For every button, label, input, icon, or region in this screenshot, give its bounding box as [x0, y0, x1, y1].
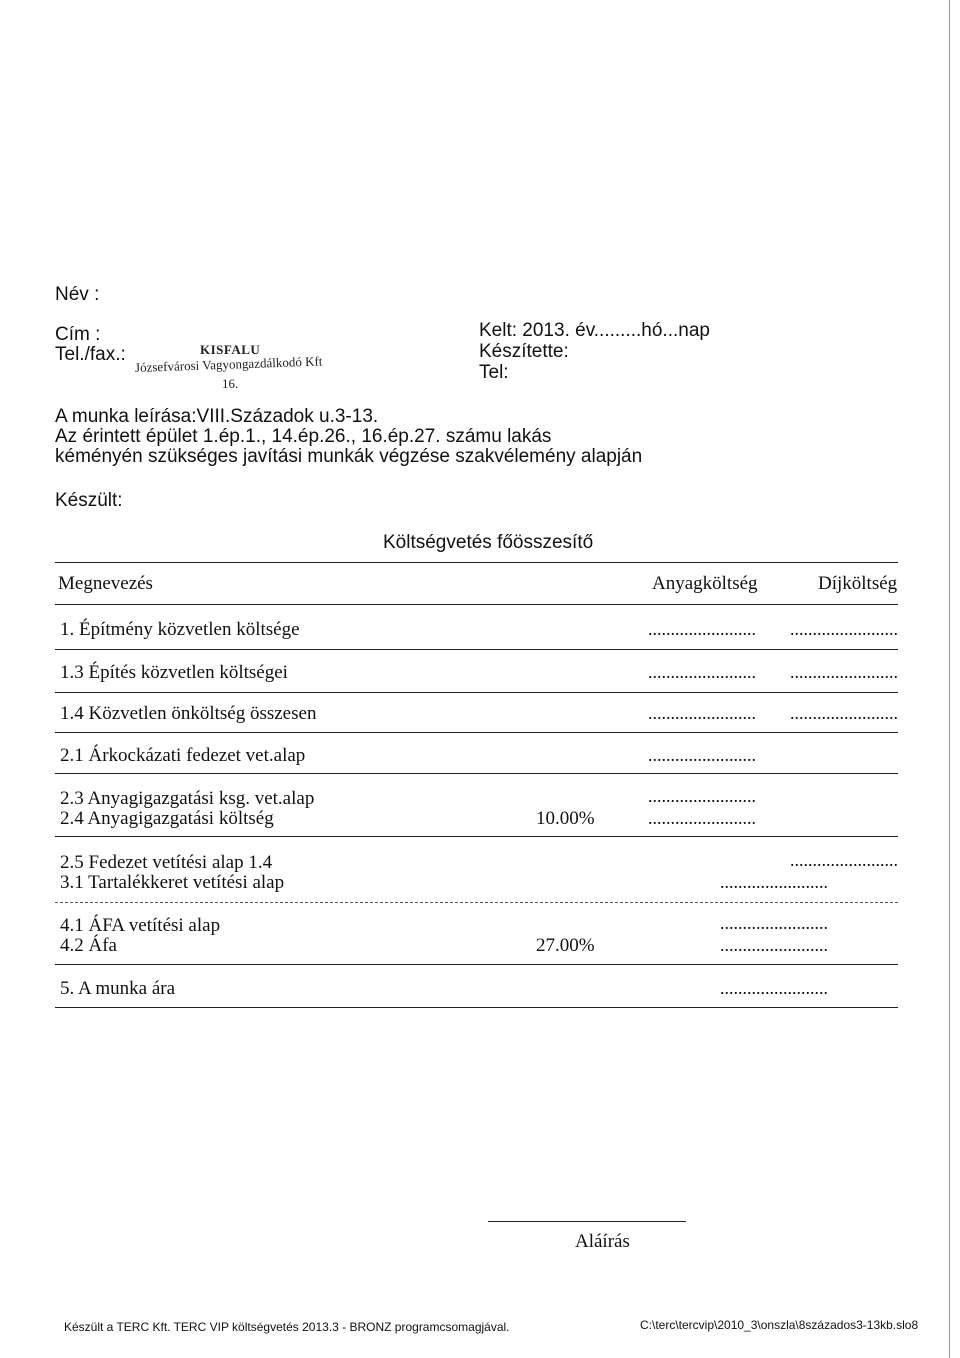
row-label-8: 3.1 Tartalékkeret vetítési alap [60, 872, 285, 893]
row-material-dots-2: ........................ [648, 662, 756, 682]
kelt-date: Kelt: 2013. év.........hó...nap [479, 320, 710, 341]
col-header-material: Anyagköltség [652, 573, 758, 594]
tel-label: Tel: [479, 362, 509, 383]
table-title: Költségvetés főösszesítő [383, 532, 594, 553]
col-header-name: Megnevezés [58, 573, 153, 594]
footer-left: Készült a TERC Kft. TERC VIP költségvetés 2013.3 - BRONZ programcsomagjával. [64, 1320, 510, 1334]
stamp-number: 16. [222, 376, 239, 391]
row-label-1: 1. Építmény közvetlen költsége [60, 619, 300, 640]
row-fee-dots-2: ........................ [790, 662, 898, 682]
row-rule-7 [55, 964, 898, 965]
stamp-company: Józsefvárosi Vagyongazdálkodó Kft [134, 353, 323, 375]
row-label-5: 2.3 Anyagigazgatási ksg. vet.alap [60, 788, 315, 809]
table-bottom-rule [55, 1007, 898, 1008]
row-label-6: 2.4 Anyagigazgatási költség [60, 808, 274, 829]
row-fee-dots-7: ........................ [790, 850, 898, 870]
footer-right: C:\terc\tercvip\2010_3\onszla\8százados3-13kb.slo8 [640, 1318, 919, 1332]
row-label-2: 1.3 Építés közvetlen költségei [60, 662, 288, 683]
row-label-7: 2.5 Fedezet vetítési alap 1.4 [60, 852, 273, 873]
telfax-label: Tel./fax.: [55, 344, 126, 365]
name-label: Név : [55, 284, 100, 305]
work-description-line3: kéményén szükséges javítási munkák végzése szakvélemény alapján [55, 446, 643, 467]
row-material-dots-6: ........................ [648, 808, 756, 828]
keszult-label: Készült: [55, 490, 123, 511]
row-dots-8: ........................ [720, 872, 828, 892]
row-rule-3 [55, 732, 898, 733]
row-material-dots-4: ........................ [648, 745, 756, 765]
row-label-11: 5. A munka ára [60, 978, 176, 999]
header-rule [55, 604, 898, 605]
col-header-fee: Díjköltség [818, 573, 898, 594]
row-percent-10: 27.00% [536, 935, 595, 956]
row-fee-dots-1: ........................ [790, 619, 898, 639]
table-top-rule [55, 562, 898, 563]
row-fee-dots-3: ........................ [790, 703, 898, 723]
work-description-line2: Az érintett épület 1.ép.1., 14.ép.26., 16.ép.27. számu lakás [55, 426, 552, 447]
row-dots-10: ........................ [720, 935, 828, 955]
address-label: Cím : [55, 324, 101, 345]
row-rule-4 [55, 773, 898, 774]
row-rule-5 [55, 836, 898, 837]
row-rule-2 [55, 692, 898, 693]
row-material-dots-1: ........................ [648, 619, 756, 639]
stamp-name: KISFALU [200, 342, 261, 357]
work-description-line1: A munka leírása:VIII.Századok u.3-13. [55, 406, 379, 427]
signature-line [488, 1221, 686, 1222]
page-edge-line [949, 0, 950, 1358]
row-dots-11: ........................ [720, 978, 828, 998]
prepared-by-label: Készítette: [479, 341, 569, 362]
row-rule-6 [55, 902, 898, 903]
row-label-4: 2.1 Árkockázati fedezet vet.alap [60, 745, 306, 766]
row-label-10: 4.2 Áfa [60, 935, 117, 956]
row-label-3: 1.4 Közvetlen önköltség összesen [60, 703, 317, 724]
row-rule-1 [55, 649, 898, 650]
row-percent-6: 10.00% [536, 808, 595, 829]
row-label-9: 4.1 ÁFA vetítési alap [60, 915, 221, 936]
row-material-dots-3: ........................ [648, 703, 756, 723]
signature-label: Aláírás [575, 1231, 630, 1252]
row-dots-9: ........................ [720, 913, 828, 933]
row-material-dots-5: ........................ [648, 786, 756, 806]
